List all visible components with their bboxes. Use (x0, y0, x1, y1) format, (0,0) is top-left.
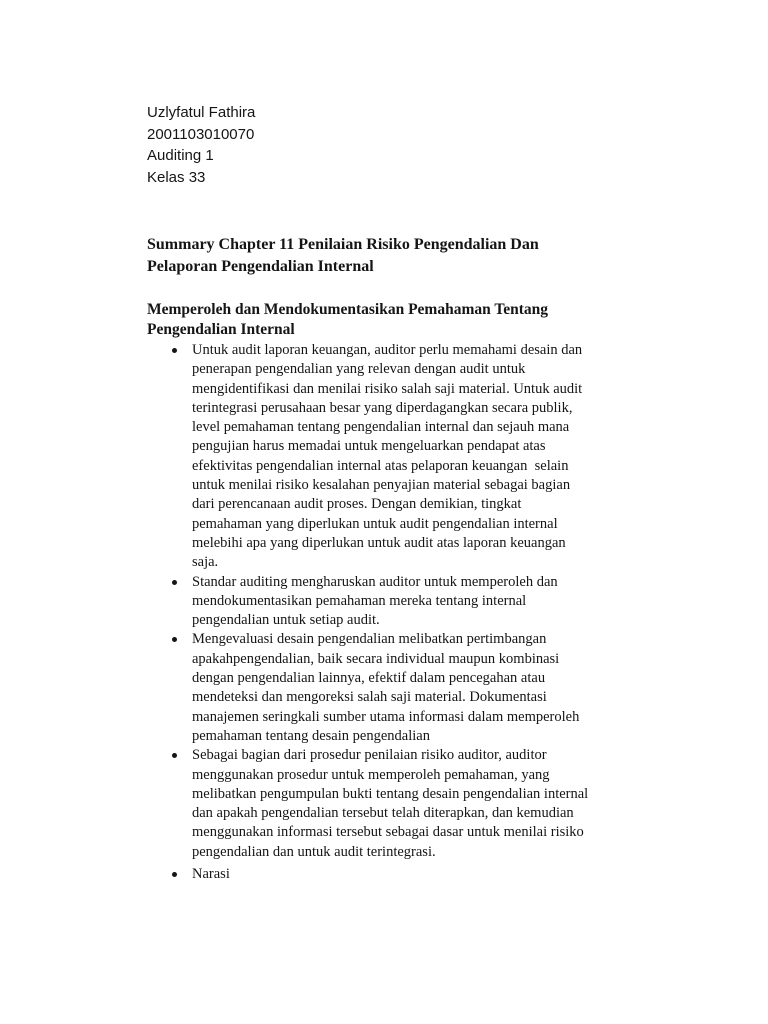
bullet-text-line: untuk menilai risiko kesalahan penyajian material sebagai bagian (192, 477, 571, 494)
student-name: Uzlyfatul Fathira (147, 104, 256, 121)
title-line: Pelaporan Pengendalian Internal (147, 258, 374, 275)
bullet-text-line: Narasi (192, 866, 230, 883)
section-heading (147, 300, 548, 339)
section-heading-line: Pengendalian Internal (147, 320, 295, 338)
bullet-text-line: efektivitas pengendalian internal atas pelaporan keuangan selain (192, 457, 569, 474)
bullet-text-line: penerapan pengendalian yang relevan dengan audit untuk (192, 361, 526, 378)
bullet-icon (172, 637, 177, 642)
bullet-text-line: pengendalian dan untuk audit terintegrasi. (192, 843, 436, 860)
bullet-list (147, 341, 647, 884)
bullet-item (147, 746, 647, 862)
bullet-text-line: pemahaman yang diperlukan untuk audit pengendalian internal (192, 515, 558, 532)
bullet-text-line: mengidentifikasi dan menilai risiko salah saji material. Untuk audit (192, 380, 583, 397)
bullet-text-line: pengujian harus memadai untuk mengeluarkan pendapat atas (192, 438, 546, 455)
document-title (147, 234, 539, 278)
bullet-text-line: dengan pengendalian lainnya, efektif dalam pencegahan atau (192, 670, 546, 687)
bullet-text-line: level pemahaman tentang pengendalian internal dan sejauh mana (192, 419, 570, 436)
bullet-item (147, 865, 647, 884)
bullet-text-line: pengendalian untuk setiap audit. (192, 612, 380, 629)
bullet-text-line: manajemen seringkali sumber utama informasi dalam memperoleh (192, 708, 580, 725)
bullet-text-line: menggunakan informasi tersebut sebagai dasar untuk menilai risiko (192, 824, 584, 841)
bullet-text-line: terintegrasi perusahaan besar yang diperdagangkan secara publik, (192, 399, 573, 416)
bullet-text-line: melebihi apa yang diperlukan untuk audit atas laporan keuangan (192, 534, 566, 551)
bullet-item (147, 630, 647, 746)
bullet-item (147, 341, 647, 573)
bullet-text-line: dari perencanaan audit proses. Dengan demikian, tingkat (192, 496, 522, 513)
bullet-item (147, 573, 647, 631)
bullet-icon (172, 872, 177, 877)
title-line: Summary Chapter 11 Penilaian Risiko Pengendalian Dan (147, 236, 539, 253)
student-id: 2001103010070 (147, 125, 255, 143)
bullet-text-line: dan apakah pengendalian tersebut telah diterapkan, dan kemudian (192, 805, 574, 822)
class-name: Kelas 33 (147, 169, 206, 187)
bullet-text-line: mendeteksi dan mengoreksi salah saji material. Dokumentasi (192, 689, 547, 706)
bullet-icon (172, 348, 177, 353)
bullet-text-line: apakahpengendalian, baik secara individual maupun kombinasi (192, 650, 560, 667)
bullet-text-line: Standar auditing mengharuskan auditor untuk memperoleh dan (192, 573, 558, 590)
bullet-text-line: Mengevaluasi desain pengendalian melibatkan pertimbangan (192, 631, 547, 648)
bullet-text-line: menggunakan prosedur untuk memperoleh pemahaman, yang (192, 766, 550, 783)
bullet-text-line: mendokumentasikan pemahaman mereka tentang internal (192, 592, 527, 609)
section-heading-line: Memperoleh dan Mendokumentasikan Pemahaman Tentang (147, 301, 549, 318)
bullet-text-line: Sebagai bagian dari prosedur penilaian risiko auditor, auditor (192, 747, 547, 764)
bullet-text-line: saja. (192, 554, 219, 571)
bullet-icon (172, 753, 177, 758)
bullet-icon (172, 580, 177, 585)
course-name: Auditing 1 (147, 147, 214, 165)
student-info (147, 102, 255, 189)
bullet-text-line: Untuk audit laporan keuangan, auditor perlu memahami desain dan (192, 342, 583, 358)
bullet-text-line: pemahaman tentang desain pengendalian (192, 727, 430, 744)
bullet-text-line: melibatkan pengumpulan bukti tentang desain pengendalian internal (192, 785, 589, 802)
